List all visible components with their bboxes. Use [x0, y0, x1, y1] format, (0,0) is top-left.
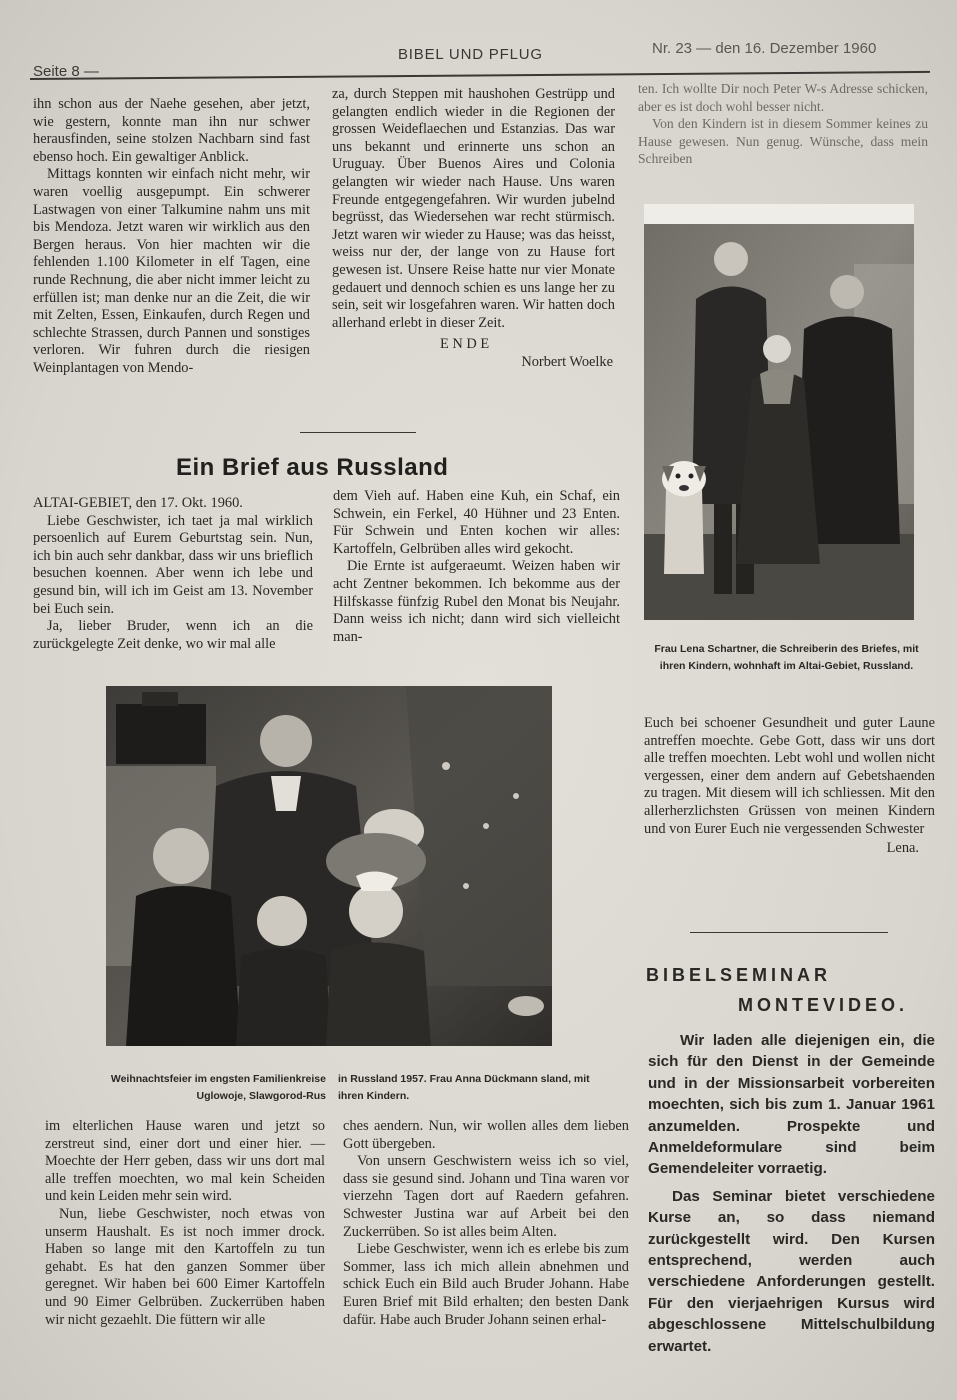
seminar-body [648, 1030, 935, 1357]
page-number: Seite 8 — [33, 63, 99, 80]
family-portrait-image [644, 204, 914, 620]
travel-column-1 [33, 96, 310, 378]
issue-date: Nr. 23 — den 16. Dezember 1960 [652, 40, 877, 57]
letter-column-3 [644, 715, 935, 858]
seminar-para-2: Das Seminar bietet verschiedene Kurse an, so dass niemand zurückgestellt wird. Den Kursen entsprechend, werden auch verschiedene Anforderungen gestellt. Für den vierjaehrigen Kursus wird abgeschlossene Mittelschulbildung erwartet. [648, 1187, 935, 1355]
travel-end-mark: E N D E [440, 336, 490, 353]
letter-column-1 [33, 495, 313, 653]
header-rule [30, 71, 930, 80]
photo-christmas-1957 [106, 686, 552, 1046]
letter-col1-para1: Liebe Geschwister, ich taet ja mal wirklich persoenlich auf Eurem Geburtstag sein. Nun, ich bin auch sehr dankbar, dass wir uns brieflich besuchen koennen. Aber wenn ich lebe und gesund bin, will ich im Geist am 13. November bei Euch sein. [33, 512, 313, 617]
travel-col3-para1: ten. Ich wollte Dir noch Peter W-s Adresse schicken, aber es ist doch wohl besser nicht. [638, 81, 928, 114]
letter-col2-para2: Die Ernte ist aufgeraeumt. Weizen haben wir acht Zentner bekommen. Ich bekomme aus der Hilfskasse fünfzig Rubel den Monat bis Neujahr. Dann weiss ich nicht; dann wird sich vielleicht man- [333, 558, 620, 645]
letter-col1-para2: Ja, lieber Bruder, wenn ich an die zurückgelegte Zeit denke, wo wir mal alle [33, 618, 313, 652]
travel-column-3 [638, 80, 928, 168]
travel-author: Norbert Woelke [521, 353, 613, 370]
letter-column-2 [333, 488, 620, 646]
letter-bottom-column-2 [343, 1118, 629, 1329]
photo2-caption-right: in Russland 1957. Frau Anna Dückmann sland, mit ihren Kindern. [338, 1073, 590, 1102]
letter-bottom-col2-para2: Von unsern Geschwistern weiss ich so viel, dass sie gesund sind. Johann und Tina waren vor vierzehn Tagen dort auf Raedern gefahren. Schwester Justina war auf Arbeit bei den Zuckerrüben. So ist alles beim Alten. [343, 1153, 629, 1240]
photo1-caption: Frau Lena Schartner, die Schreiberin des Briefes, mit ihren Kindern, wohnhaft im Altai-Gebiet, Russland. [654, 643, 919, 672]
travel-col2-text: za, durch Steppen mit haushohen Gestrüpp und gelangten endlich wieder in die Regionen der grossen Weideflaechen und Estanzias. Das war uns bekannt und erinnerte uns schon an Uruguay. Über Buenos Aires und Colonia gelangten wir wieder nach Hause. Uns waren Freunde entgegengefahren. Wir wurden jubelnd begrüsst, das Wiedersehen war recht stürmisch. Jetzt waren wir wieder zu Hause; was das heisst, weiss nur der, der lange von zu Hause fort gewesen ist. Unsere Reise hatte nur vier Monate gedauert und dennoch schien es uns lange her zu sein, seit wir losgefahren waren. Wir hatten doch allerhand erlebt in dieser Zeit. [332, 86, 615, 331]
christmas-photo-image [106, 686, 552, 1046]
letter-col3-text: Euch bei schoener Gesundheit und guter Laune antreffen moechte. Gebe Gott, dass wir uns dort alle treffen moechten. Lebt wohl und wollen nicht vergessen, einer dem andern auf Gebetshaenden zu tragen. Mit diesem will ich schliessen. Mit den allerherzlichsten Grüssen von meinen Kindern und von Eurer Euch nie vergessenden Schwester [644, 715, 935, 837]
travel-col3-para2: Von den Kindern ist in diesem Sommer keines zu Hause gewesen. Nun genug. Wünsche, dass mein Schreiben [638, 116, 928, 167]
article-divider [300, 432, 416, 433]
letter-bottom-col2-para1: ches aendern. Nun, wir wollen alles dem lieben Gott übergeben. [343, 1118, 629, 1152]
letter-bottom-column-1 [45, 1118, 325, 1329]
seminar-divider [690, 932, 888, 933]
publication-title: BIBEL UND PFLUG [398, 46, 543, 63]
seminar-para-1: Wir laden alle diejenigen ein, die sich für den Dienst in der Gemeinde und in der Missionsarbeit vorbereiten moechten, sich bis zum 1. Januar 1961 anzumelden. Prospekte und Anmeldeformulare sind beim Gemendeleiter vorraetig. [648, 1032, 935, 1178]
seminar-heading-2: MONTEVIDEO. [738, 995, 909, 1015]
letter-dateline: ALTAI-GEBIET, den 17. Okt. 1960. [33, 495, 243, 511]
letter-bottom-col1-para2: Nun, liebe Geschwister, noch etwas von unserm Haushalt. Es ist noch immer drock. Haben so lange mit den Kartoffeln zu tun gehabt. Es hat den ganzen Sommer über geregnet. Wir haben bei 600 Eimer Kartoffeln und 90 Eimer Gelbrüben. Zuckerrüben haben wir nicht gezaehlt. Die füttern wir alle [45, 1205, 325, 1328]
travel-col1-para1: ihn schon aus der Naehe gesehen, aber jetzt, wie gestern, konnte man ihn nur schwer herausfinden, seine stolzen Nachbarn sind fast ebenso hoch. Ein gewaltiger Anblick. [33, 96, 310, 165]
letter-signature: Lena. [886, 840, 919, 857]
photo2-caption-left: Weihnachtsfeier im engsten Familienkreise Uglowoje, Slawgorod-Rus [110, 1073, 326, 1102]
travel-col1-para2: Mittags konnten wir einfach nicht mehr, wir waren voellig ausgepumpt. Ein schwerer Lastwagen von einer Talkumine nahm uns mit bis Mendoza. Jetzt waren wir wirklich aus den Bergen heraus. Von hier machten wir die fehlenden 1.100 Kilometer in elf Tagen, eine runde Rechnung, die aber nicht immer leicht zu erfüllen ist; man denke nur an die Zeit, die wir mit Zelten, Essen, Einkaufen, durch Regen und schlechte Strassen, durch Pannen und sonstiges verloren. Wir fuhren durch die riesigen Weinplantagen von Mendo- [33, 166, 310, 376]
letter-bottom-col2-para3: Liebe Geschwister, wenn ich es erlebe bis zum Sommer, lass ich mich allein abnehmen und schick Euch ein Bild auch Bruder Johann. Habe Euren Brief mit Bild erhalten; den besten Dank dafür. Habe auch Bruder Johann seinen erhal- [343, 1241, 629, 1328]
letter-title: Ein Brief aus Russland [176, 454, 449, 481]
photo-lena-schartner-family [644, 204, 914, 620]
letter-col2-para1: dem Vieh auf. Haben eine Kuh, ein Schaf, ein Schwein, ein Ferkel, 40 Hühner und 23 Enten. Für Schwein und Enten kochen wir alles: Kartoffeln, Gelbrüben alles wird gekocht. [333, 488, 620, 557]
letter-bottom-col1-para1: im elterlichen Hause waren und jetzt so zerstreut sind, einer dort und einer hier. — Moechte der Herr geben, dass wir uns dort mal alle treffen moechten, wo mal kein Scheiden und kein Leiden mehr sein wird. [45, 1118, 325, 1205]
travel-column-2 [332, 86, 615, 372]
seminar-heading-1: BIBELSEMINAR [646, 965, 832, 985]
